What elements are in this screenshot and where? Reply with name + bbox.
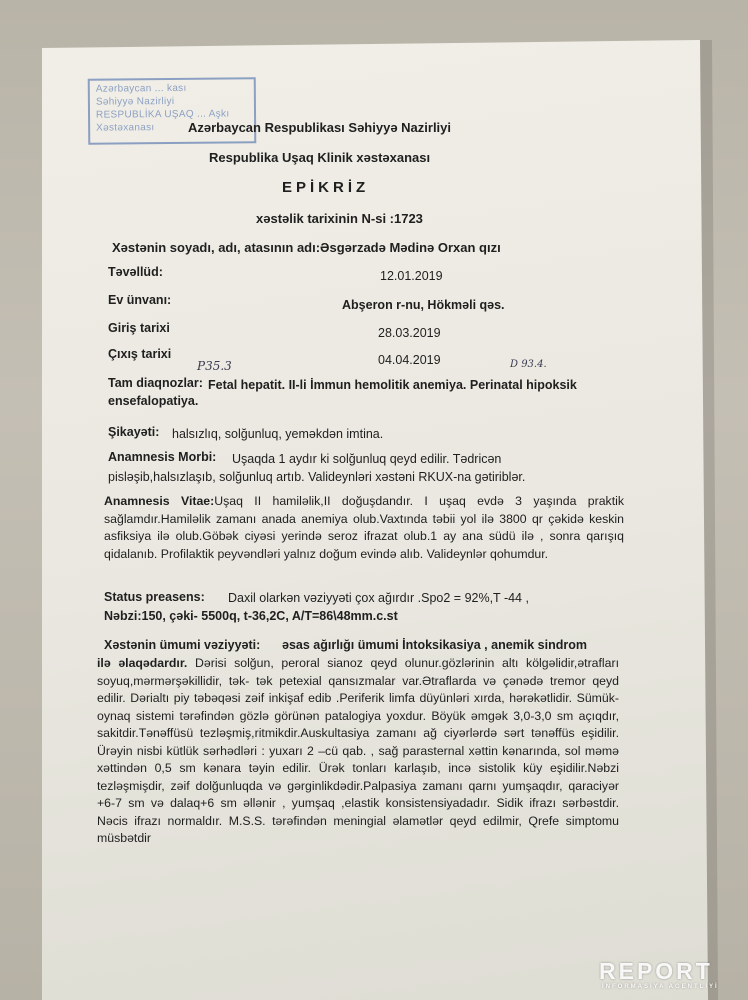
- admission-label: Giriş tarixi: [108, 321, 170, 335]
- discharge-value: 04.04.2019: [378, 353, 441, 367]
- document-title: EPİKRİZ: [282, 179, 370, 196]
- general-state-label: Xəstənin ümumi vəziyyəti:: [104, 638, 261, 652]
- discharge-label: Çıxış tarixi: [108, 347, 172, 361]
- anamnesis-vitae-paragraph: [104, 493, 624, 563]
- report-watermark-tagline: İNFORMASİYA AGENTLİYİ: [602, 984, 719, 990]
- complaint-label: Şikayəti:: [108, 425, 160, 439]
- stamp-line: RESPUBLİKA UŞAQ ... Aşkı: [95, 108, 230, 121]
- anamnesis-morbi-label: Anamnesis Morbi:: [108, 450, 217, 464]
- dob-label: Təvəllüd:: [108, 265, 163, 279]
- handwritten-code-1: P35.3: [197, 359, 232, 373]
- dob-value: 12.01.2019: [380, 269, 443, 283]
- stamp-line: Azərbaycan ... kası: [95, 82, 187, 95]
- patient-name: Xəstənin soyadı, adı, atasının adı:Əsgərzadə Mədinə Orxan qızı: [112, 240, 501, 255]
- ministry-heading: Azərbaycan Respublikası Səhiyyə Nazirliyi: [188, 120, 452, 135]
- status-label: Status preasens:: [104, 590, 205, 604]
- general-state-text: Dərisi solğun, peroral sianoz qeyd olunur.gözlərinin altı kölgəlidir,ətrafları soyuq,mərmərşəkillidir, tək- tək petexial qansızmalar var.Ətraflarda və çənədə tremor qeyd edilir. Dərialtı piy təbəqəsi zəif inkişaf edib .Periferik limfa düyünləri xırda, hərəkətlidir. Sümük-oynaq sistemi tərəfindən gözlə görünən patalogiya yoxdur. Böyük əmgək 3,0-3,0 sm açıqdır, sakitdir.Tənəffüsü tezləşmiş,ritmikdir.Auskultasiya zamanı ağ ciyərlərdə sərt tənəffüs eşidilir. Ürəyin nisbi kütlük sərhədləri : yuxarı 2 –cü qab. , sağ parasternal xəttin kənarında, sol məmə xəttindən 0,5 sm kənara təyin edilir. Ürək tonları karlaşıb, incə sistolik küy eşidilir.Nəbzi tezləşmişdir, zəif dolğunluqda və gərginlikdədir.Palpasiya zamanı qarnı yumşaqdır, qaraciyər +6-7 sm və dalaq+6 sm əllənir , yumşaq ,elastik konsistensiyadadır. Sidik ifrazı sərbəstdir. Nəcis ifrazı normaldır. M.S.S. tərəfindən meningial əlamətlər qeyd edilmir, Qrefe simptomu müsbətdir: [97, 656, 620, 845]
- admission-value: 28.03.2019: [378, 326, 441, 340]
- anamnesis-vitae-text: Uşaq II hamiləlik,II doğuşdandır. I uşaq evdə 3 yaşında praktik sağlamdır.Hamiləlik zamanı anada anemiya olub.Vaxtında təbii yol ilə 3800 qr çəkidə keskin asfiksiya ilə olub.Göbək ciyəsi yerində seroz ifrazat olub.1 ay ana südü ilə , sonra qarışıq qidalanıb. Profilaktik peyvəndləri yalnız doğum evində alıb. Valideynlər qohumdur.: [104, 494, 625, 561]
- anamnesis-vitae-label: Anamnesis Vitae:: [104, 494, 215, 508]
- address-label: Ev ünvanı:: [108, 293, 172, 307]
- handwritten-code-2: D 93.4.: [510, 359, 547, 370]
- general-state-paragraph: [97, 655, 619, 848]
- record-number: xəstəlik tarixinin N-si :1723: [256, 211, 423, 226]
- report-watermark-logo: REPORT: [599, 958, 713, 984]
- complaint-text: halsızlıq, solğunluq, yeməkdən imtina.: [172, 427, 384, 441]
- diagnosis-line-1: Fetal hepatit. II-li İmmun hemolitik anemiya. Perinatal hipoksik: [208, 378, 577, 392]
- status-line-2: Nəbzi:150, çəki- 5500q, t-36,2C, A/T=86\48mm.c.st: [104, 609, 398, 623]
- general-state-lead-2: ilə əlaqədardır.: [97, 656, 188, 670]
- stamp-line: Xəstəxanası: [96, 122, 155, 134]
- hospital-heading: Respublika Uşaq Klinik xəstəxanası: [209, 150, 431, 165]
- diagnosis-line-2: ensefalopatiya.: [108, 394, 199, 408]
- status-line-1: Daxil olarkən vəziyyəti çox ağırdır .Spo2 = 92%,T -44 ,: [228, 591, 529, 605]
- anamnesis-morbi-line-2: pisləşib,halsızlaşıb, solğunluq artıb. Valideynləri xəstəni RKUX-na gətiriblər.: [108, 470, 526, 484]
- anamnesis-morbi-line-1: Uşaqda 1 aydır ki solğunluq qeyd edilir. Tədricən: [232, 452, 502, 466]
- address-value: Abşeron r-nu, Hökməli qəs.: [342, 298, 505, 312]
- stamp-line: Səhiyyə Nazirliyi: [95, 95, 175, 108]
- general-state-lead: əsas ağırlığı ümumi İntoksikasiya , anemik sindrom: [282, 638, 587, 652]
- diagnosis-label: Tam diaqnozlar:: [108, 376, 203, 390]
